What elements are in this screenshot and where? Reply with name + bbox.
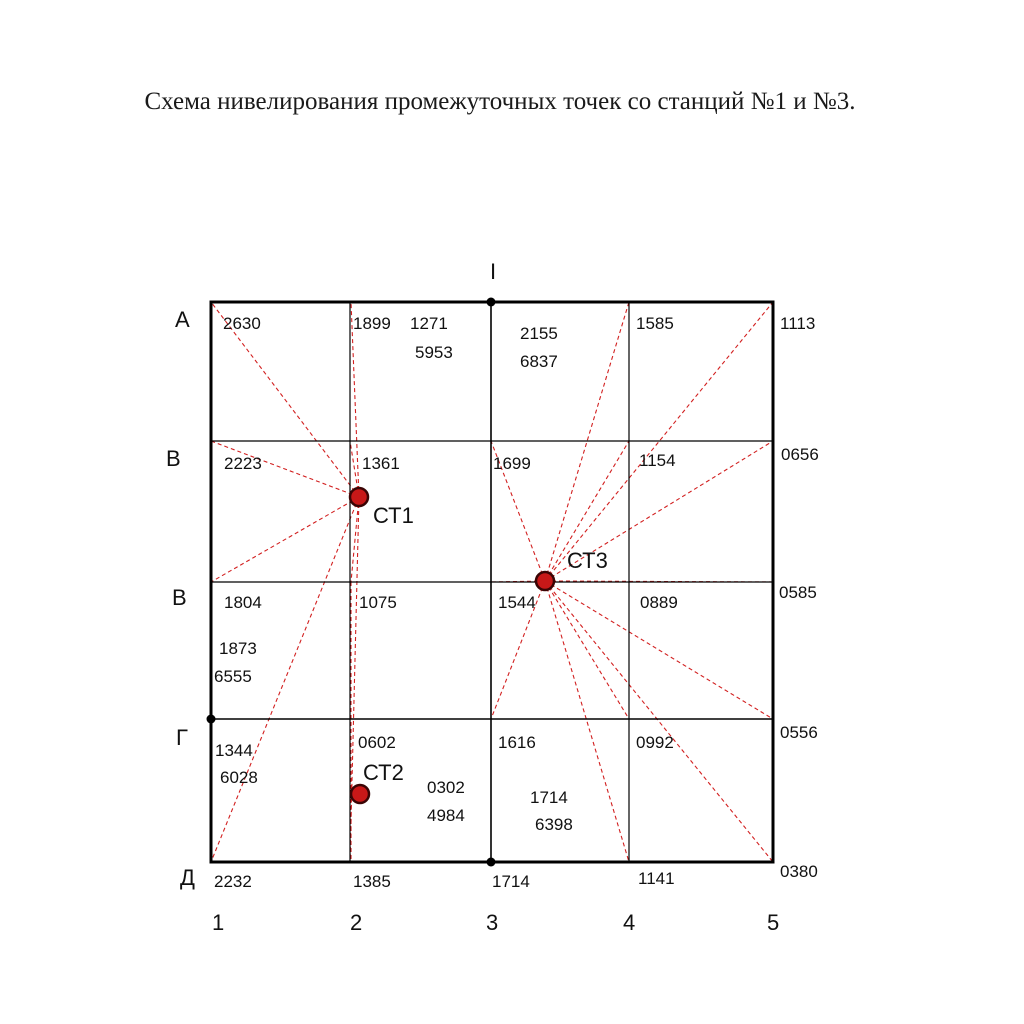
- station-2-marker: [351, 785, 369, 803]
- reading-g3: 1616: [498, 733, 536, 752]
- sight-line-st3-10: [545, 581, 629, 719]
- staff-readings: [214, 314, 819, 891]
- reading-mid1-red: 6555: [214, 667, 252, 686]
- reading-mid2-black: 0302: [427, 778, 465, 797]
- reading-a4: 1585: [636, 314, 674, 333]
- reading-d5: 0380: [780, 862, 818, 881]
- reading-g1-red: 6028: [220, 768, 258, 787]
- row-labels: [166, 307, 195, 890]
- reading-g4: 0992: [636, 733, 674, 752]
- diagram-title: Схема нивелирования промежуточных точек со станций №1 и №3.: [144, 88, 856, 115]
- reading-a3-red: 6837: [520, 352, 558, 371]
- station-3-marker: [536, 572, 554, 590]
- reading-g5: 0556: [780, 723, 818, 742]
- benchmark-dot-left: [207, 715, 216, 724]
- reading-v5: 0585: [779, 583, 817, 602]
- reading-a2-red: 5953: [415, 343, 453, 362]
- reading-a3-black: 2155: [520, 324, 558, 343]
- stations: [350, 488, 608, 803]
- reading-a2-black: 1271: [410, 314, 448, 333]
- reading-b1: 2223: [224, 454, 262, 473]
- row-label-g: Г: [176, 725, 188, 750]
- grid: [207, 298, 774, 867]
- reading-a5: 1113: [780, 314, 816, 333]
- station-2-label: СТ2: [363, 760, 404, 785]
- col-label-3: 3: [486, 910, 499, 935]
- reading-d2: 1385: [353, 872, 391, 891]
- sight-line-st3-13: [545, 581, 773, 862]
- row-label-d: Д: [180, 865, 195, 890]
- column-labels: [212, 259, 779, 935]
- reading-v1: 1804: [224, 593, 262, 612]
- reading-v3: 1544: [498, 593, 536, 612]
- reading-b2: 1361: [362, 454, 400, 473]
- reading-a1: 2630: [223, 314, 261, 333]
- benchmark-dot-bottom: [487, 858, 496, 867]
- station-3-label: СТ3: [567, 548, 608, 573]
- top-mark-label: I: [490, 259, 497, 284]
- reading-d3: 1714: [492, 872, 530, 891]
- row-label-v: В: [172, 585, 187, 610]
- reading-a2: 1899: [353, 314, 391, 333]
- col-label-1: 1: [212, 910, 225, 935]
- reading-v4: 0889: [640, 593, 678, 612]
- reading-mid3-black: 1714: [530, 788, 568, 807]
- reading-g1-black: 1344: [215, 741, 253, 760]
- reading-v2: 1075: [359, 593, 397, 612]
- reading-b3: 1699: [493, 454, 531, 473]
- benchmark-dot-top: [487, 298, 496, 307]
- reading-mid2-red: 4984: [427, 806, 465, 825]
- reading-d1: 2232: [214, 872, 252, 891]
- reading-mid3-red: 6398: [535, 815, 573, 834]
- station-1-label: СТ1: [373, 503, 414, 528]
- row-label-b: В: [166, 446, 181, 471]
- col-label-2: 2: [350, 910, 363, 935]
- col-label-5: 5: [767, 910, 780, 935]
- sight-line-st1-5: [211, 497, 359, 582]
- reading-b4: 1154: [639, 451, 676, 470]
- row-label-a: А: [175, 307, 190, 332]
- reading-mid1-black: 1873: [219, 639, 257, 658]
- reading-b5: 0656: [781, 445, 819, 464]
- reading-d4: 1141: [638, 869, 675, 888]
- station-1-marker: [350, 488, 368, 506]
- reading-g2: 0602: [358, 733, 396, 752]
- col-label-4: 4: [623, 910, 636, 935]
